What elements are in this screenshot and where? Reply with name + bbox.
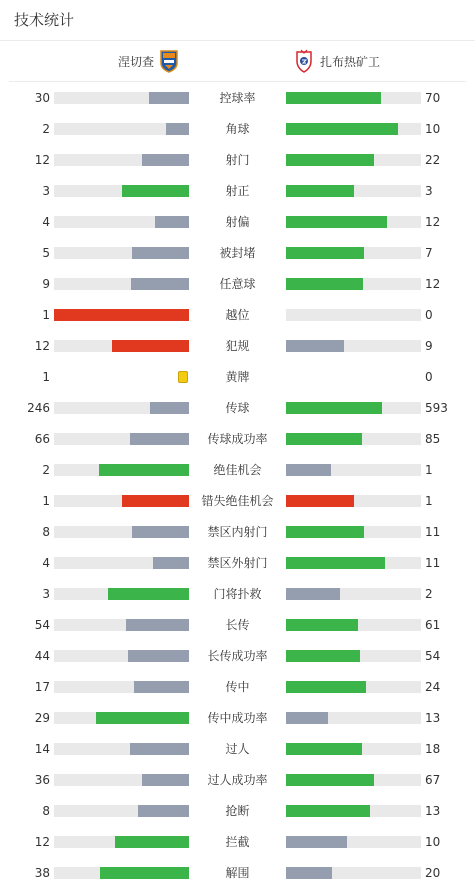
stat-row	[0, 361, 475, 392]
home-stat-value: 8	[42, 804, 50, 818]
home-stat-bar	[54, 433, 189, 445]
away-stat-bar	[286, 402, 421, 414]
home-stat-bar	[54, 247, 189, 259]
away-stat-value: 2	[425, 587, 433, 601]
away-stat-value: 11	[425, 556, 441, 570]
away-stat-bar	[286, 619, 421, 631]
stat-row	[0, 485, 475, 516]
away-stat-bar	[286, 278, 421, 290]
stat-label: 射偏	[225, 215, 250, 229]
stat-label: 过人成功率	[207, 773, 268, 787]
home-stat-bar	[54, 805, 189, 817]
home-stat-value: 30	[34, 91, 50, 105]
away-stat-bar-fill	[286, 619, 358, 631]
home-stat-value: 12	[34, 835, 50, 849]
away-stat-bar	[286, 92, 421, 104]
home-stat-bar-fill	[153, 557, 189, 569]
away-stat-bar-fill	[286, 247, 364, 259]
home-stat-bar-fill	[126, 619, 189, 631]
home-stat-bar-fill	[128, 650, 189, 662]
away-stat-bar-fill	[286, 92, 381, 104]
stat-row	[0, 423, 475, 454]
away-stat-value: 11	[425, 525, 441, 539]
away-stat-bar	[286, 712, 421, 724]
away-stat-value: 7	[425, 246, 433, 260]
home-stat-value: 17	[34, 680, 50, 694]
home-stat-bar-fill	[166, 123, 189, 135]
away-stat-bar	[286, 774, 421, 786]
home-stat-value: 2	[42, 463, 50, 477]
stat-label: 射门	[225, 153, 250, 167]
stat-row	[0, 640, 475, 671]
away-stat-value: 10	[425, 122, 441, 136]
home-stat-bar-fill	[132, 247, 189, 259]
home-stat-value: 1	[42, 370, 50, 384]
yellow-card-icon	[178, 371, 188, 383]
home-stat-bar-fill	[131, 278, 189, 290]
home-stat-bar	[54, 526, 189, 538]
home-stat-bar	[54, 743, 189, 755]
away-stat-bar-fill	[286, 216, 387, 228]
away-stat-bar	[286, 123, 421, 135]
home-stat-bar	[54, 309, 189, 321]
away-stat-bar	[286, 154, 421, 166]
home-stat-bar-fill	[138, 805, 189, 817]
away-stat-bar	[286, 247, 421, 259]
away-stat-bar-fill	[286, 681, 366, 693]
away-stat-bar	[286, 495, 421, 507]
home-stat-bar-fill	[99, 464, 189, 476]
home-stat-bar-fill	[130, 433, 189, 445]
stat-row	[0, 82, 475, 113]
page-title: 技术统计	[0, 0, 475, 41]
stat-row	[0, 330, 475, 361]
away-stat-bar	[286, 743, 421, 755]
away-stat-bar-fill	[286, 588, 340, 600]
home-stat-bar	[54, 836, 189, 848]
stat-label: 犯规	[225, 339, 250, 353]
stat-row	[0, 702, 475, 733]
away-stat-value: 54	[425, 649, 441, 663]
home-stat-value: 3	[42, 587, 50, 601]
home-stat-bar	[54, 402, 189, 414]
home-team[interactable]	[118, 49, 179, 73]
stat-label: 绝佳机会	[213, 463, 262, 477]
away-stat-value: 3	[425, 184, 433, 198]
away-stat-bar-fill	[286, 712, 328, 724]
home-stat-value: 44	[34, 649, 50, 663]
stat-row	[0, 237, 475, 268]
stat-label: 传中	[225, 680, 250, 694]
stat-label: 错失绝佳机会	[201, 494, 274, 508]
home-stat-value: 3	[42, 184, 50, 198]
away-stat-value: 24	[425, 680, 441, 694]
home-stat-bar-fill	[130, 743, 189, 755]
teams-header	[9, 41, 466, 82]
home-stat-bar-fill	[142, 154, 189, 166]
home-stat-bar-fill	[115, 836, 189, 848]
home-stat-value: 14	[34, 742, 50, 756]
home-stat-bar-fill	[149, 92, 190, 104]
away-stat-bar	[286, 588, 421, 600]
home-team-name: 涅切查	[117, 54, 154, 69]
away-stat-value: 20	[425, 866, 441, 880]
home-stat-bar	[54, 557, 189, 569]
away-stat-value: 9	[425, 339, 433, 353]
away-stat-value: 0	[425, 308, 433, 322]
away-stat-value: 1	[425, 463, 433, 477]
home-stat-bar-fill	[100, 867, 189, 879]
home-stat-value: 38	[34, 866, 50, 880]
home-stat-value: 36	[34, 773, 50, 787]
home-stat-bar	[54, 185, 189, 197]
home-stat-value: 2	[42, 122, 50, 136]
home-stat-value: 12	[34, 339, 50, 353]
away-stat-bar	[286, 216, 421, 228]
stat-label: 射正	[225, 184, 250, 198]
away-stat-bar-fill	[286, 743, 362, 755]
away-stat-bar-fill	[286, 185, 354, 197]
stat-row	[0, 299, 475, 330]
stat-row	[0, 826, 475, 857]
away-stat-bar	[286, 681, 421, 693]
stat-row	[0, 733, 475, 764]
away-stat-bar-fill	[286, 464, 331, 476]
away-stat-bar	[286, 340, 421, 352]
stat-label: 角球	[225, 122, 250, 136]
away-stat-bar-fill	[286, 495, 354, 507]
away-stat-value: 70	[425, 91, 441, 105]
home-stat-value: 4	[42, 215, 50, 229]
away-stat-value: 13	[425, 711, 441, 725]
home-stat-value: 9	[42, 277, 50, 291]
away-stat-bar	[286, 433, 421, 445]
away-stat-value: 593	[425, 401, 448, 415]
stat-row	[0, 795, 475, 826]
away-stat-bar	[286, 867, 421, 879]
stat-label: 禁区内射门	[207, 525, 268, 539]
stat-label: 拦截	[225, 835, 250, 849]
away-stat-bar	[286, 309, 421, 321]
home-stat-bar	[54, 92, 189, 104]
away-stat-value: 67	[425, 773, 441, 787]
away-stat-bar	[286, 464, 421, 476]
stat-row	[0, 454, 475, 485]
stat-label: 禁区外射门	[207, 556, 268, 570]
home-stat-bar	[54, 712, 189, 724]
stat-label: 任意球	[219, 277, 256, 291]
away-stat-bar-fill	[286, 867, 332, 879]
away-stat-bar-fill	[286, 774, 374, 786]
stat-row	[0, 609, 475, 640]
away-stat-value: 0	[425, 370, 433, 384]
home-stat-bar	[54, 464, 189, 476]
stat-row	[0, 516, 475, 547]
stat-row	[0, 764, 475, 795]
away-team-crest-icon	[294, 49, 314, 73]
away-stat-value: 1	[425, 494, 433, 508]
away-stat-bar-fill	[286, 340, 344, 352]
away-stat-bar	[286, 526, 421, 538]
home-stat-bar	[54, 216, 189, 228]
away-stat-bar-fill	[286, 557, 385, 569]
home-stat-bar	[54, 154, 189, 166]
home-stat-bar	[54, 650, 189, 662]
away-stat-bar	[286, 836, 421, 848]
home-stat-value: 66	[34, 432, 50, 446]
home-stat-bar-fill	[134, 681, 189, 693]
away-stat-value: 22	[425, 153, 441, 167]
stat-label: 黄牌	[225, 370, 250, 384]
away-stat-bar-fill	[286, 433, 362, 445]
home-stat-value: 1	[42, 494, 50, 508]
stats-list	[0, 82, 475, 888]
home-stat-bar-fill	[96, 712, 189, 724]
stat-label: 抢断	[225, 804, 250, 818]
home-stat-bar	[54, 619, 189, 631]
home-stat-bar	[54, 774, 189, 786]
away-team[interactable]	[294, 49, 380, 73]
stat-label: 传球成功率	[207, 432, 268, 446]
home-stat-bar	[54, 495, 189, 507]
away-stat-value: 12	[425, 215, 441, 229]
away-stat-value: 10	[425, 835, 441, 849]
home-stat-value: 4	[42, 556, 50, 570]
away-stat-bar-fill	[286, 836, 347, 848]
away-stat-value: 18	[425, 742, 441, 756]
home-stat-value: 1	[42, 308, 50, 322]
stat-label: 门将扑救	[213, 587, 262, 601]
stat-label: 传球	[225, 401, 250, 415]
home-stat-value: 29	[34, 711, 50, 725]
stat-label: 长传	[225, 618, 250, 632]
home-stat-value: 12	[34, 153, 50, 167]
stat-row	[0, 206, 475, 237]
away-stat-bar-fill	[286, 278, 363, 290]
stat-row	[0, 144, 475, 175]
home-stat-bar-fill	[54, 309, 189, 321]
home-stat-bar	[54, 278, 189, 290]
stat-label: 传中成功率	[207, 711, 268, 725]
away-stat-bar-fill	[286, 805, 370, 817]
stat-row	[0, 671, 475, 702]
away-stat-bar-fill	[286, 123, 398, 135]
stat-row	[0, 857, 475, 888]
away-stat-bar-fill	[286, 154, 374, 166]
stat-row	[0, 578, 475, 609]
stat-row	[0, 268, 475, 299]
home-stat-bar	[54, 681, 189, 693]
home-stat-bar-fill	[150, 402, 189, 414]
stat-label: 越位	[225, 308, 250, 322]
away-stat-bar-fill	[286, 526, 364, 538]
home-stat-bar-fill	[122, 185, 190, 197]
home-stat-bar-fill	[132, 526, 189, 538]
stat-label: 被封堵	[219, 246, 256, 260]
home-stat-bar	[54, 340, 189, 352]
away-stat-value: 13	[425, 804, 441, 818]
away-stat-value: 85	[425, 432, 441, 446]
home-stat-value: 246	[27, 401, 50, 415]
home-stat-bar-fill	[142, 774, 189, 786]
stat-row	[0, 175, 475, 206]
stat-row	[0, 392, 475, 423]
home-stat-bar	[54, 867, 189, 879]
home-stat-bar-fill	[112, 340, 189, 352]
home-stat-bar-fill	[155, 216, 189, 228]
away-team-name: 扎布热矿工	[320, 54, 381, 69]
stat-label: 控球率	[219, 91, 256, 105]
stat-label: 过人	[225, 742, 250, 756]
away-stat-bar	[286, 650, 421, 662]
home-team-crest-icon	[159, 49, 179, 73]
stat-label: 解围	[225, 866, 250, 880]
stat-row	[0, 113, 475, 144]
home-stat-bar-fill	[108, 588, 189, 600]
home-stat-value: 8	[42, 525, 50, 539]
away-stat-value: 12	[425, 277, 441, 291]
stat-row	[0, 547, 475, 578]
away-stat-bar	[286, 185, 421, 197]
away-stat-bar	[286, 557, 421, 569]
home-stat-value: 54	[34, 618, 50, 632]
home-stat-value: 5	[42, 246, 50, 260]
away-stat-bar-fill	[286, 650, 360, 662]
away-stat-bar-fill	[286, 402, 382, 414]
home-stat-bar-fill	[122, 495, 190, 507]
home-stat-bar	[54, 123, 189, 135]
stat-label: 长传成功率	[207, 649, 268, 663]
away-stat-value: 61	[425, 618, 441, 632]
home-stat-bar	[54, 588, 189, 600]
away-stat-bar	[286, 805, 421, 817]
